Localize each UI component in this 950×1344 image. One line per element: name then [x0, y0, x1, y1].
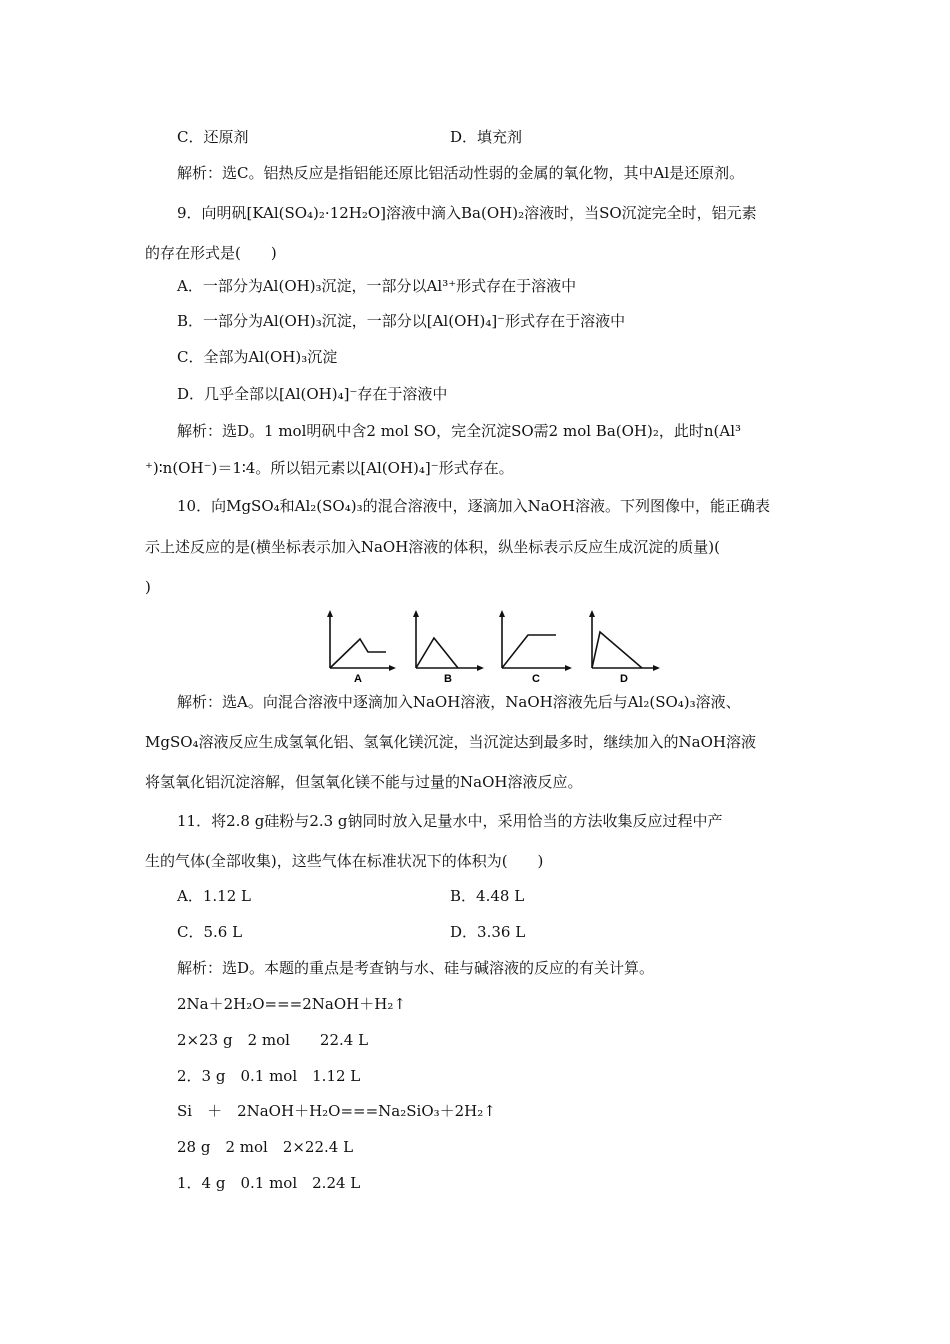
q8-analysis: 解析：选C。铝热反应是指铝能还原比铝活动性弱的金属的氧化物，其中Al是还原剂。	[177, 164, 745, 182]
q11-analysis: 解析：选D。本题的重点是考查钠与水、硅与碱溶液的反应的有关计算。	[177, 959, 655, 977]
calc-line: Si ＋ 2NaOH＋H₂O===Na₂SiO₃＋2H₂↑	[177, 1102, 496, 1120]
q9-option-d: D．几乎全部以[Al(OH)₄]⁻存在于溶液中	[177, 385, 448, 403]
q10-graphs-figure	[322, 608, 662, 686]
q11-stem-line2: 生的气体(全部收集)，这些气体在标准状况下的体积为( )	[145, 852, 544, 870]
graph-label-a: A	[354, 673, 362, 685]
q9-stem-line1: 9．向明矾[KAl(SO₄)₂·12H₂O]溶液中滴入Ba(OH)₂溶液时，当SO沉淀完全时，铝元素	[177, 204, 757, 222]
q9-analysis-line1: 解析：选D。1 mol明矾中含2 mol SO，完全沉淀SO需2 mol Ba(OH)₂，此时n(Al³	[177, 422, 742, 440]
calc-line: 28 g 2 mol 2×22.4 L	[177, 1138, 354, 1156]
graph-c	[499, 610, 572, 671]
q9-analysis-line2: ⁺)∶n(OH⁻)＝1∶4。所以铝元素以[Al(OH)₄]⁻形式存在。	[145, 459, 514, 477]
calc-line: 1．4 g 0.1 mol 2.24 L	[177, 1174, 361, 1192]
q11-option-d: D．3.36 L	[450, 923, 526, 941]
graph-label-c: C	[532, 673, 540, 685]
q10-analysis-line1: 解析：选A。向混合溶液中逐滴加入NaOH溶液，NaOH溶液先后与Al₂(SO₄)₃溶液、	[177, 693, 741, 711]
calc-line: 2Na＋2H₂O===2NaOH＋H₂↑	[177, 995, 406, 1013]
calc-line: 2×23 g 2 mol 22.4 L	[177, 1031, 369, 1049]
q9-option-c: C．全部为Al(OH)₃沉淀	[177, 348, 338, 366]
graph-a	[327, 610, 396, 671]
graph-b	[413, 610, 484, 671]
graph-label-d: D	[620, 673, 628, 685]
q9-option-a: A．一部分为Al(OH)₃沉淀，一部分以Al³⁺形式存在于溶液中	[177, 277, 577, 295]
q8-option-d: D．填充剂	[450, 128, 523, 146]
q11-option-a: A．1.12 L	[177, 887, 251, 905]
q9-stem-line2: 的存在形式是( )	[145, 244, 277, 262]
q8-option-c: C．还原剂	[177, 128, 249, 146]
graph-d	[589, 610, 660, 671]
q11-stem-line1: 11．将2.8 g硅粉与2.3 g钠同时放入足量水中，采用恰当的方法收集反应过程中产	[177, 812, 723, 830]
q11-option-b: B．4.48 L	[450, 887, 525, 905]
q10-stem-line2: 示上述反应的是(横坐标表示加入NaOH溶液的体积，纵坐标表示反应生成沉淀的质量)(	[145, 538, 721, 556]
q10-stem-line3: )	[145, 578, 151, 596]
calc-line: 2．3 g 0.1 mol 1.12 L	[177, 1067, 361, 1085]
q10-analysis-line3: 将氢氧化铝沉淀溶解，但氢氧化镁不能与过量的NaOH溶液反应。	[145, 773, 583, 791]
q11-option-c: C．5.6 L	[177, 923, 243, 941]
q9-option-b: B．一部分为Al(OH)₃沉淀，一部分以[Al(OH)₄]⁻形式存在于溶液中	[177, 312, 626, 330]
q10-stem-line1: 10．向MgSO₄和Al₂(SO₄)₃的混合溶液中，逐滴加入NaOH溶液。下列图像中，能正确表	[177, 497, 771, 515]
q10-analysis-line2: MgSO₄溶液反应生成氢氧化铝、氢氧化镁沉淀，当沉淀达到最多时，继续加入的NaOH溶液	[145, 733, 756, 751]
graph-label-b: B	[444, 673, 452, 685]
